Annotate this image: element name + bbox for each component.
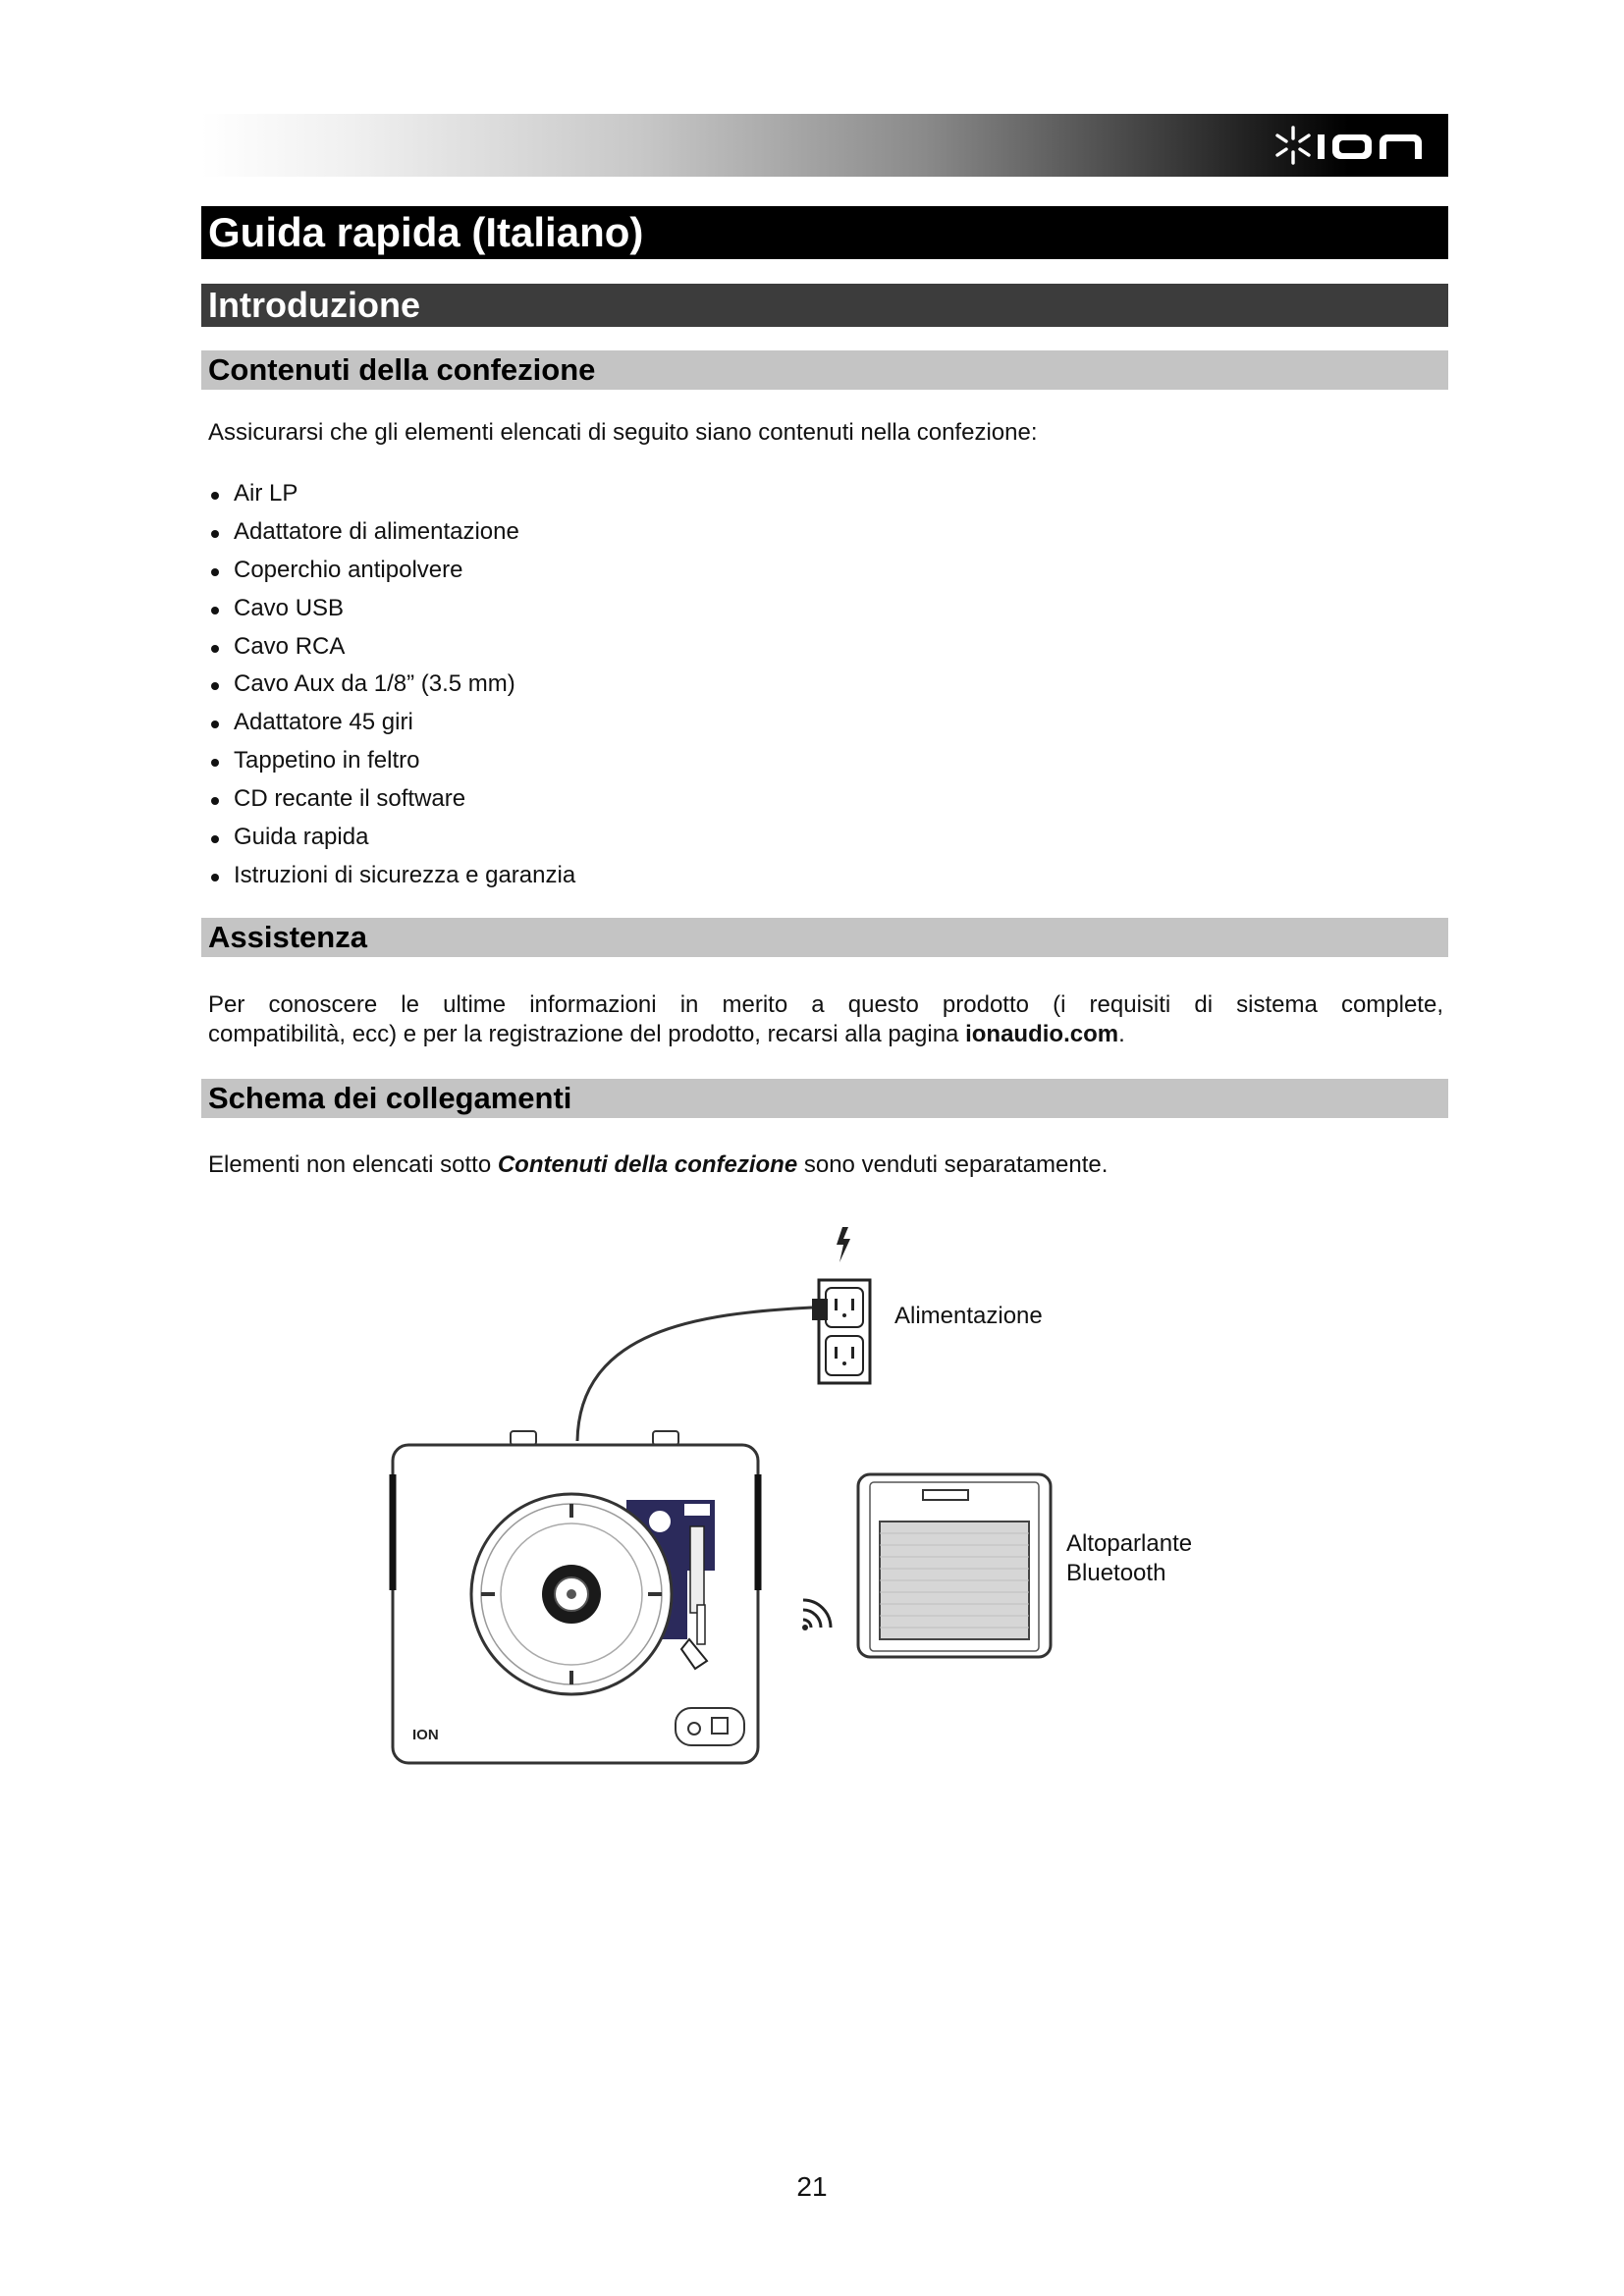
connection-diagram — [373, 1217, 1257, 1787]
support-text-post: . — [1118, 1021, 1125, 1047]
turntable-icon — [393, 1431, 758, 1763]
support-text-line2 — [208, 1020, 1443, 1049]
contents-list-item: Cavo Aux da 1/8” (3.5 mm) — [208, 666, 575, 704]
page-title: Guida rapida (Italiano) — [201, 206, 1448, 259]
contents-list-item: Coperchio antipolvere — [208, 552, 575, 590]
connections-note-emphasis: Contenuti della confezione — [497, 1151, 798, 1178]
contents-list-item: Guida rapida — [208, 819, 575, 857]
connections-note-pre: Elementi non elencati sotto — [208, 1151, 498, 1178]
support-text-pre: compatibilità, ecc) e per la registrazione del prodotto, recarsi alla pagina — [208, 1021, 966, 1047]
header-banner — [201, 114, 1448, 177]
subsection-heading-connections: Schema dei collegamenti — [201, 1079, 1448, 1118]
contents-list-item: Adattatore di alimentazione — [208, 513, 575, 552]
contents-list-item: Air LP — [208, 475, 575, 513]
bluetooth-speaker-icon — [858, 1474, 1051, 1657]
subsection-heading-contents: Contenuti della confezione — [201, 350, 1448, 390]
wireless-signal-icon — [803, 1600, 831, 1628]
connections-note — [208, 1150, 1443, 1180]
connections-note-post: sono venduti separatamente. — [797, 1151, 1109, 1178]
contents-list — [208, 475, 575, 895]
label-speaker-line1: Altoparlante — [1066, 1530, 1193, 1557]
contents-intro: Assicurarsi che gli elementi elencati di seguito siano contenuti nella confezione: — [208, 419, 1038, 446]
support-link[interactable]: ionaudio.com — [965, 1021, 1119, 1047]
contents-list-item: Adattatore 45 giri — [208, 704, 575, 742]
ion-logo-icon — [1273, 122, 1431, 169]
connection-diagram-drawing — [373, 1217, 1257, 1787]
contents-list-item: Istruzioni di sicurezza e garanzia — [208, 857, 575, 895]
label-power: Alimentazione — [894, 1303, 1043, 1329]
subsection-heading-support: Assistenza — [201, 918, 1448, 957]
ion-logo — [1273, 122, 1431, 169]
power-cable — [577, 1308, 812, 1441]
support-text-line1: Per conoscere le ultime informazioni in merito a questo prodotto (i requisiti di sistema complete, — [208, 991, 1443, 1018]
wall-outlet-icon — [812, 1280, 870, 1383]
contents-list-item: Cavo RCA — [208, 628, 575, 667]
turntable-logo: ION — [412, 1727, 439, 1743]
page-number: 21 — [796, 2171, 828, 2202]
section-heading-introduction: Introduzione — [201, 284, 1448, 327]
contents-list-item: Cavo USB — [208, 590, 575, 628]
contents-list-item: CD recante il software — [208, 780, 575, 819]
lightning-icon — [837, 1227, 850, 1262]
contents-list-item: Tappetino in feltro — [208, 742, 575, 780]
label-speaker-line2: Bluetooth — [1066, 1560, 1166, 1586]
